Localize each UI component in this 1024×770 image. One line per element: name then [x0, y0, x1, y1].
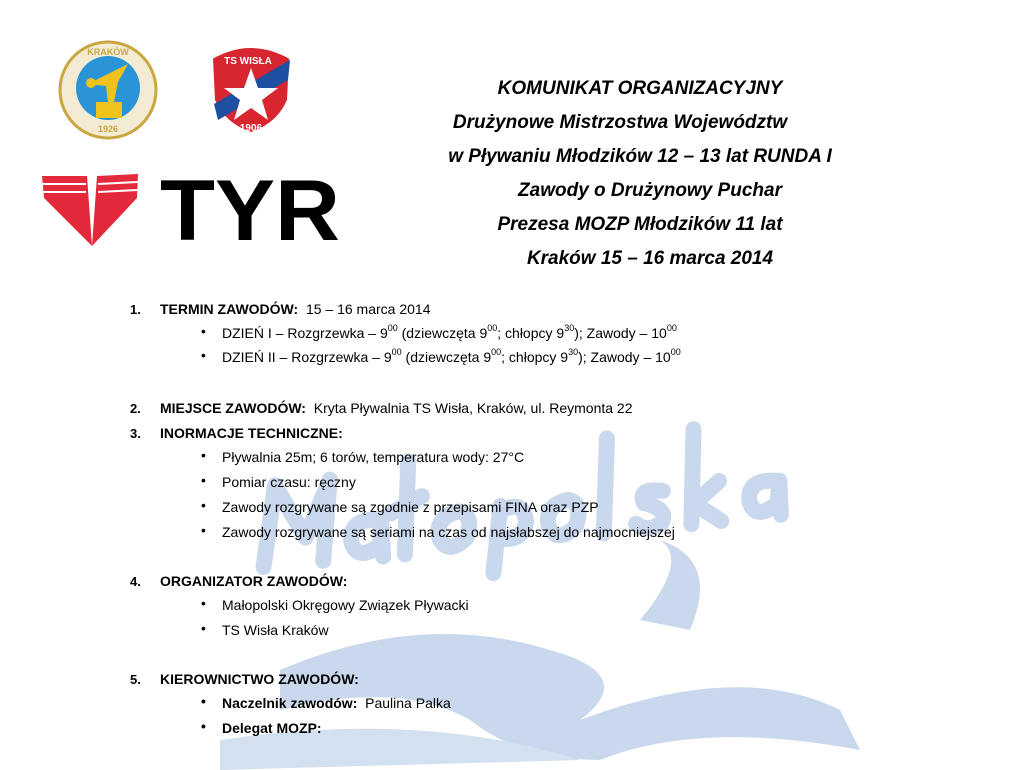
bullet-icon: •: [201, 497, 206, 513]
title-line: Zawody o Drużynowy Puchar: [518, 180, 782, 201]
svg-text:1906: 1906: [239, 123, 263, 134]
title-line: Drużynowe Mistrzostwa Województw: [452, 112, 788, 133]
bullet-icon: •: [201, 620, 206, 636]
list-item: TS Wisła Kraków: [222, 622, 329, 638]
section-number: 4.: [130, 574, 141, 589]
bullet-icon: •: [201, 693, 206, 709]
list-item: Zawody rozgrywane są zgodnie z przepisami FINA oraz PZP: [222, 499, 599, 515]
day-2-schedule: DZIEŃ II – Rozgrzewka – $9^{00}$ (dziewczęta $9^{00}$; chłopcy $9^{30}$); Zawody – $10^{00}$: [222, 347, 681, 365]
ts-wisla-logo: [208, 40, 294, 135]
bullet-icon: •: [201, 595, 206, 611]
mozp-logo: [58, 40, 158, 140]
list-item: Pomiar czasu: ręczny: [222, 474, 356, 490]
tyr-logo: [160, 172, 350, 247]
bullet-icon: •: [201, 522, 206, 538]
title-line: Prezesa MOZP Młodzików 11 lat: [497, 214, 783, 235]
wings-logo: [42, 172, 142, 247]
title-line: Kraków 15 – 16 marca 2014: [526, 248, 774, 269]
svg-text:TS WISŁA: TS WISŁA: [224, 56, 272, 67]
list-item: Zawody rozgrywane są seriami na czas od najsłabszej do najmocniejszej: [222, 524, 675, 540]
bullet-icon: •: [201, 447, 206, 463]
delegat-item: Delegat MOZP:: [222, 720, 322, 736]
day-1-schedule: DZIEŃ I – Rozgrzewka – $9^{00}$ (dziewczęta $9^{00}$; chłopcy $9^{30}$); Zawody – $10^{00}$: [222, 323, 677, 341]
section-number: 5.: [130, 672, 141, 687]
bullet-icon: •: [201, 323, 206, 339]
bullet-icon: •: [201, 347, 206, 363]
section-label: ORGANIZATOR ZAWODÓW:: [160, 573, 348, 589]
bullet-icon: •: [201, 718, 206, 734]
svg-text:1926: 1926: [97, 124, 119, 134]
bullet-icon: •: [201, 472, 206, 488]
section-miejsce: [160, 399, 633, 417]
section-label: INORMACJE TECHNICZNE:: [160, 425, 343, 441]
section-number: 2.: [130, 401, 141, 416]
svg-text:TYR: TYR: [160, 172, 340, 247]
title-line: w Pływaniu Młodzików 12 – 13 lat RUNDA I: [448, 146, 832, 167]
list-item: Pływalnia 25m; 6 torów, temperatura wody: 27°C: [222, 449, 525, 465]
section-label: TERMIN ZAWODÓW:: [160, 301, 299, 317]
section-number: 1.: [130, 302, 141, 317]
section-number: 3.: [130, 426, 141, 441]
section-label: MIEJSCE ZAWODÓW:: [160, 400, 306, 416]
svg-text:KRAKÓW: KRAKÓW: [87, 47, 129, 57]
section-value: 15 – 16 marca 2014: [305, 301, 431, 317]
title-line: KOMUNIKAT ORGANIZACYJNY: [497, 78, 783, 99]
list-item: Małopolski Okręgowy Związek Pływacki: [222, 597, 469, 613]
section-value: Kryta Pływalnia TS Wisła, Kraków, ul. Reymonta 22: [313, 400, 633, 416]
section-label: KIEROWNICTWO ZAWODÓW:: [160, 671, 359, 687]
section-termin: [160, 300, 430, 318]
document-title: [380, 72, 900, 276]
naczelnik-item: Naczelnik zawodów: Paulina Palka: [222, 695, 451, 711]
